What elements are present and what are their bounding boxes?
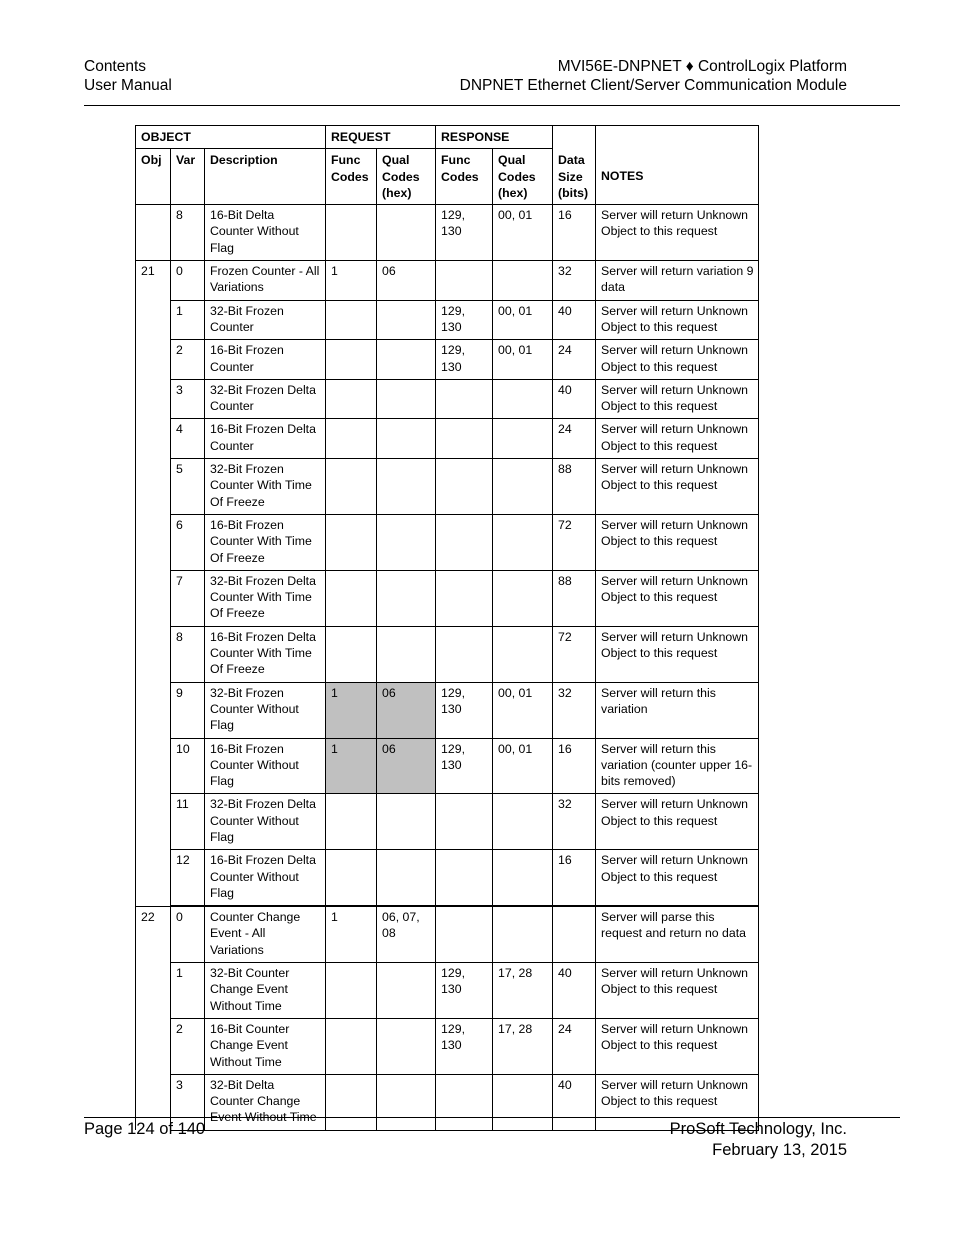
col-header-notes: NOTES <box>596 149 759 205</box>
cell-req-qual <box>377 963 436 1019</box>
cell-var: 2 <box>171 1018 205 1074</box>
header-module: DNPNET Ethernet Client/Server Communication Module <box>459 77 847 94</box>
cell-var: 1 <box>171 300 205 340</box>
group-header-object: OBJECT <box>136 126 326 149</box>
cell-obj: 21 <box>136 261 171 301</box>
cell-notes: Server will return Unknown Object to this request <box>596 419 759 459</box>
header-doc-type: User Manual <box>84 77 172 94</box>
cell-description: Frozen Counter - All Variations <box>205 261 326 301</box>
cell-size: 32 <box>553 794 596 850</box>
cell-notes: Server will return Unknown Object to this request <box>596 300 759 340</box>
table-row <box>136 205 759 261</box>
group-header-request: REQUEST <box>326 126 436 149</box>
cell-req-func <box>326 340 377 380</box>
cell-notes: Server will return Unknown Object to this request <box>596 514 759 570</box>
col-header-resp-func: Func Codes <box>436 149 493 205</box>
cell-var: 0 <box>171 906 205 962</box>
cell-size: 88 <box>553 570 596 626</box>
cell-size <box>553 906 596 962</box>
cell-notes: Server will return this variation <box>596 682 759 738</box>
col-header-size: Data Size (bits) <box>553 149 596 205</box>
cell-resp-func <box>436 626 493 682</box>
cell-obj <box>136 794 171 850</box>
table-row <box>136 1074 759 1130</box>
header-right <box>460 57 847 95</box>
header-section: Contents <box>84 58 147 75</box>
cell-description: 32-Bit Frozen Delta Counter With Time Of Freeze <box>205 570 326 626</box>
table-row <box>136 626 759 682</box>
cell-resp-qual <box>493 570 553 626</box>
cell-resp-qual: 00, 01 <box>493 738 553 794</box>
cell-resp-qual <box>493 419 553 459</box>
cell-req-qual <box>377 459 436 515</box>
cell-req-qual: 06 <box>377 738 436 794</box>
table-row <box>136 379 759 419</box>
group-header-blank <box>596 126 759 149</box>
cell-notes: Server will return Unknown Object to this request <box>596 963 759 1019</box>
cell-obj <box>136 626 171 682</box>
table-row <box>136 514 759 570</box>
cell-resp-func: 129, 130 <box>436 738 493 794</box>
cell-resp-qual <box>493 850 553 906</box>
table-row <box>136 459 759 515</box>
cell-resp-func <box>436 794 493 850</box>
cell-var: 0 <box>171 261 205 301</box>
cell-resp-func: 129, 130 <box>436 340 493 380</box>
table-row <box>136 1018 759 1074</box>
dnp-object-table <box>135 125 759 1131</box>
cell-notes: Server will return Unknown Object to this request <box>596 459 759 515</box>
cell-obj <box>136 850 171 906</box>
cell-req-qual <box>377 1074 436 1130</box>
group-header-blank <box>553 126 596 149</box>
cell-req-func: 1 <box>326 261 377 301</box>
cell-size: 24 <box>553 1018 596 1074</box>
cell-description: 16-Bit Counter Change Event Without Time <box>205 1018 326 1074</box>
cell-resp-func <box>436 514 493 570</box>
cell-req-qual <box>377 340 436 380</box>
header-left <box>84 57 172 95</box>
cell-size: 40 <box>553 379 596 419</box>
cell-obj <box>136 963 171 1019</box>
header-rule <box>84 105 900 106</box>
cell-resp-qual <box>493 906 553 962</box>
col-header-obj: Obj <box>136 149 171 205</box>
cell-resp-qual <box>493 794 553 850</box>
cell-resp-qual <box>493 1074 553 1130</box>
cell-notes: Server will parse this request and return no data <box>596 906 759 962</box>
cell-resp-qual <box>493 261 553 301</box>
cell-description: 16-Bit Frozen Delta Counter Without Flag <box>205 850 326 906</box>
cell-obj <box>136 459 171 515</box>
cell-size: 16 <box>553 738 596 794</box>
cell-req-func <box>326 205 377 261</box>
cell-var: 3 <box>171 379 205 419</box>
cell-req-qual: 06 <box>377 682 436 738</box>
cell-obj <box>136 570 171 626</box>
cell-req-qual <box>377 514 436 570</box>
cell-req-func <box>326 379 377 419</box>
cell-description: 32-Bit Frozen Counter With Time Of Freeze <box>205 459 326 515</box>
cell-obj: 22 <box>136 906 171 962</box>
footer-company: ProSoft Technology, Inc. <box>669 1120 847 1138</box>
cell-size: 32 <box>553 261 596 301</box>
cell-var: 1 <box>171 963 205 1019</box>
cell-size: 24 <box>553 340 596 380</box>
cell-req-func: 1 <box>326 906 377 962</box>
cell-req-func: 1 <box>326 682 377 738</box>
cell-resp-func: 129, 130 <box>436 300 493 340</box>
cell-size: 72 <box>553 514 596 570</box>
cell-notes: Server will return Unknown Object to this request <box>596 570 759 626</box>
cell-req-qual <box>377 419 436 459</box>
cell-obj <box>136 1018 171 1074</box>
cell-var: 5 <box>171 459 205 515</box>
cell-obj <box>136 205 171 261</box>
cell-var: 8 <box>171 205 205 261</box>
cell-size: 88 <box>553 459 596 515</box>
cell-description: Counter Change Event - All Variations <box>205 906 326 962</box>
cell-description: 32-Bit Delta Counter Change Event Without Time <box>205 1074 326 1130</box>
cell-description: 16-Bit Frozen Delta Counter With Time Of Freeze <box>205 626 326 682</box>
footer-date: February 13, 2015 <box>712 1141 847 1159</box>
cell-resp-func <box>436 459 493 515</box>
cell-resp-qual <box>493 626 553 682</box>
cell-notes: Server will return Unknown Object to this request <box>596 205 759 261</box>
cell-size: 72 <box>553 626 596 682</box>
cell-resp-func <box>436 570 493 626</box>
cell-req-qual <box>377 850 436 906</box>
cell-description: 16-Bit Frozen Counter With Time Of Freeze <box>205 514 326 570</box>
cell-resp-func: 129, 130 <box>436 1018 493 1074</box>
cell-resp-func <box>436 1074 493 1130</box>
cell-obj <box>136 300 171 340</box>
table-row <box>136 794 759 850</box>
cell-obj <box>136 340 171 380</box>
table-row <box>136 570 759 626</box>
table-row <box>136 682 759 738</box>
cell-description: 16-Bit Frozen Counter Without Flag <box>205 738 326 794</box>
col-header-req-qual: Qual Codes (hex) <box>377 149 436 205</box>
cell-obj <box>136 682 171 738</box>
cell-description: 32-Bit Counter Change Event Without Time <box>205 963 326 1019</box>
table-row <box>136 738 759 794</box>
cell-resp-func: 129, 130 <box>436 963 493 1019</box>
cell-description: 32-Bit Frozen Counter <box>205 300 326 340</box>
cell-obj <box>136 419 171 459</box>
cell-obj <box>136 738 171 794</box>
cell-resp-func <box>436 379 493 419</box>
cell-req-qual <box>377 626 436 682</box>
cell-notes: Server will return this variation (counter upper 16-bits removed) <box>596 738 759 794</box>
cell-notes: Server will return variation 9 data <box>596 261 759 301</box>
table-row <box>136 850 759 906</box>
cell-resp-func <box>436 419 493 459</box>
group-header-response: RESPONSE <box>436 126 553 149</box>
cell-var: 11 <box>171 794 205 850</box>
cell-req-func <box>326 514 377 570</box>
col-header-resp-qual: Qual Codes (hex) <box>493 149 553 205</box>
cell-resp-func <box>436 906 493 962</box>
footer-right <box>670 1119 847 1161</box>
table-row <box>136 261 759 301</box>
cell-req-func <box>326 963 377 1019</box>
cell-req-qual <box>377 379 436 419</box>
cell-req-func <box>326 1018 377 1074</box>
col-header-description: Description <box>205 149 326 205</box>
cell-size: 40 <box>553 300 596 340</box>
table-row <box>136 906 759 962</box>
cell-resp-qual: 17, 28 <box>493 963 553 1019</box>
cell-size: 16 <box>553 850 596 906</box>
cell-req-func: 1 <box>326 738 377 794</box>
cell-description: 16-Bit Delta Counter Without Flag <box>205 205 326 261</box>
cell-req-func <box>326 300 377 340</box>
cell-resp-qual: 00, 01 <box>493 340 553 380</box>
table-row <box>136 963 759 1019</box>
page-number: Page 124 of 140 <box>84 1120 206 1138</box>
cell-req-func <box>326 419 377 459</box>
cell-resp-qual: 00, 01 <box>493 682 553 738</box>
cell-var: 6 <box>171 514 205 570</box>
cell-var: 2 <box>171 340 205 380</box>
table-row <box>136 340 759 380</box>
cell-obj <box>136 379 171 419</box>
header-product: MVI56E-DNPNET ♦ ControlLogix Platform <box>557 58 847 75</box>
cell-var: 3 <box>171 1074 205 1130</box>
cell-resp-func: 129, 130 <box>436 682 493 738</box>
cell-resp-func <box>436 850 493 906</box>
cell-var: 7 <box>171 570 205 626</box>
cell-notes: Server will return Unknown Object to this request <box>596 340 759 380</box>
cell-description: 16-Bit Frozen Delta Counter <box>205 419 326 459</box>
cell-description: 16-Bit Frozen Counter <box>205 340 326 380</box>
cell-resp-func <box>436 261 493 301</box>
cell-var: 12 <box>171 850 205 906</box>
cell-resp-qual <box>493 459 553 515</box>
cell-notes: Server will return Unknown Object to this request <box>596 626 759 682</box>
cell-notes: Server will return Unknown Object to this request <box>596 1074 759 1130</box>
cell-description: 32-Bit Frozen Delta Counter Without Flag <box>205 794 326 850</box>
cell-size: 40 <box>553 963 596 1019</box>
cell-notes: Server will return Unknown Object to this request <box>596 850 759 906</box>
table-row <box>136 300 759 340</box>
cell-req-qual <box>377 570 436 626</box>
cell-req-qual <box>377 794 436 850</box>
cell-obj <box>136 514 171 570</box>
cell-notes: Server will return Unknown Object to this request <box>596 794 759 850</box>
cell-resp-func: 129, 130 <box>436 205 493 261</box>
table-row <box>136 419 759 459</box>
cell-resp-qual: 17, 28 <box>493 1018 553 1074</box>
cell-req-qual <box>377 1018 436 1074</box>
cell-var: 8 <box>171 626 205 682</box>
cell-resp-qual: 00, 01 <box>493 300 553 340</box>
cell-size: 24 <box>553 419 596 459</box>
cell-req-qual: 06 <box>377 261 436 301</box>
cell-resp-qual: 00, 01 <box>493 205 553 261</box>
cell-size: 16 <box>553 205 596 261</box>
footer-rule <box>84 1117 900 1118</box>
cell-resp-qual <box>493 379 553 419</box>
cell-req-func <box>326 570 377 626</box>
cell-notes: Server will return Unknown Object to this request <box>596 379 759 419</box>
cell-req-qual <box>377 300 436 340</box>
cell-var: 9 <box>171 682 205 738</box>
cell-description: 32-Bit Frozen Counter Without Flag <box>205 682 326 738</box>
cell-req-qual: 06, 07, 08 <box>377 906 436 962</box>
cell-description: 32-Bit Frozen Delta Counter <box>205 379 326 419</box>
cell-req-func <box>326 794 377 850</box>
cell-resp-qual <box>493 514 553 570</box>
col-header-req-func: Func Codes <box>326 149 377 205</box>
cell-req-qual <box>377 205 436 261</box>
cell-req-func <box>326 1074 377 1130</box>
cell-notes: Server will return Unknown Object to this request <box>596 1018 759 1074</box>
cell-var: 10 <box>171 738 205 794</box>
col-header-var: Var <box>171 149 205 205</box>
cell-req-func <box>326 850 377 906</box>
cell-req-func <box>326 459 377 515</box>
cell-size: 32 <box>553 682 596 738</box>
cell-size: 40 <box>553 1074 596 1130</box>
cell-var: 4 <box>171 419 205 459</box>
cell-req-func <box>326 626 377 682</box>
